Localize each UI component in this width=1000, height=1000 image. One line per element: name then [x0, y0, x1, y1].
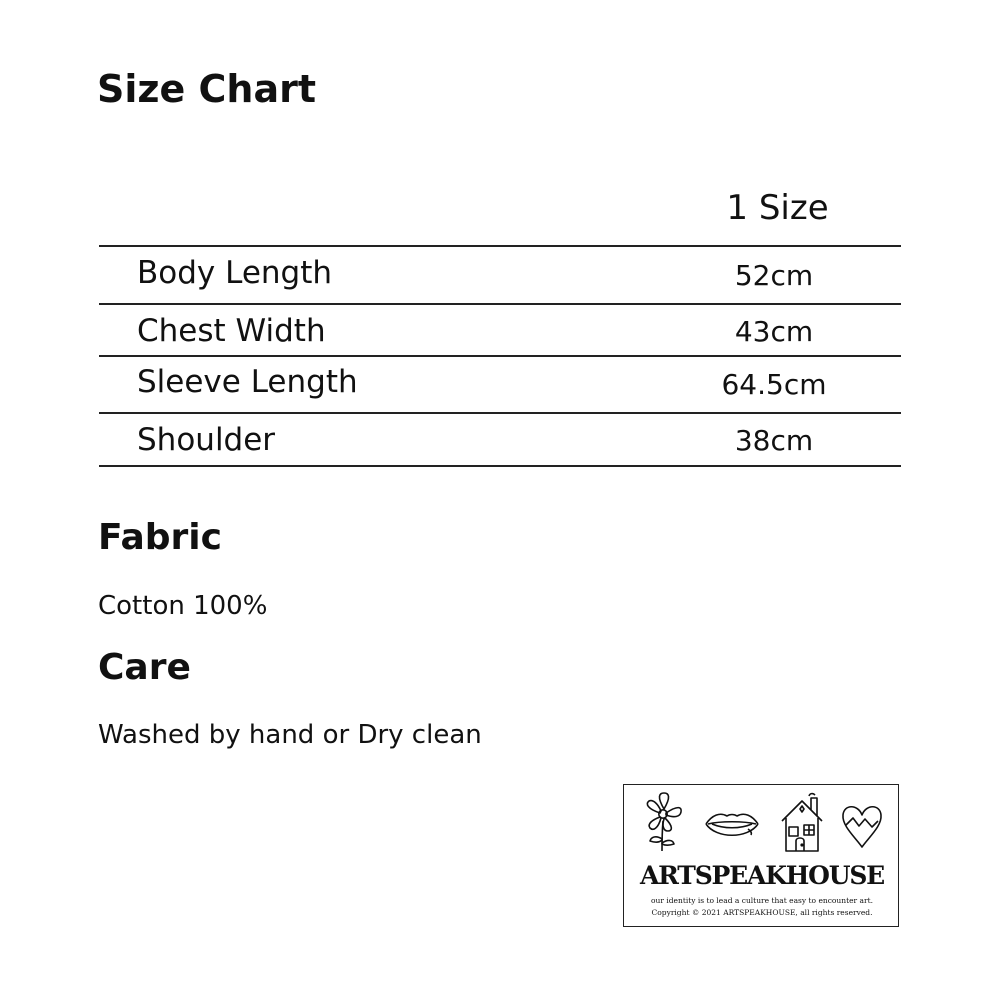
care-text: Washed by hand or Dry clean [98, 720, 482, 750]
lips-icon [706, 814, 758, 835]
brand-logo [623, 784, 899, 927]
brand-name: ARTSPEAKHOUSE [639, 861, 885, 890]
table-row [99, 305, 901, 357]
page-title: Size Chart [97, 67, 317, 111]
house-icon [782, 794, 822, 851]
brand-copyright: Copyright © 2021 ARTSPEAKHOUSE, all rights reserved. [651, 908, 873, 917]
brand-tagline: our identity is to lead a culture that easy to encounter art. [651, 896, 873, 905]
heart-icon [843, 807, 881, 847]
size-table [99, 245, 901, 467]
row-label-shoulder: Shoulder [137, 422, 276, 458]
flower-icon [647, 793, 681, 851]
table-row [99, 414, 901, 467]
table-row [99, 247, 901, 305]
row-value-chest-width: 43cm [734, 315, 814, 348]
row-value-shoulder: 38cm [734, 424, 814, 457]
fabric-text: Cotton 100% [98, 591, 268, 621]
row-label-sleeve-length: Sleeve Length [137, 364, 358, 400]
row-value-sleeve-length: 64.5cm [721, 368, 827, 401]
row-label-chest-width: Chest Width [137, 313, 326, 349]
fabric-title: Fabric [98, 517, 222, 558]
size-column-header: 1 Size [726, 188, 829, 228]
row-value-body-length: 52cm [734, 259, 814, 292]
table-row [99, 357, 901, 414]
brand-icons [624, 791, 900, 853]
care-title: Care [98, 647, 191, 688]
row-label-body-length: Body Length [137, 255, 333, 291]
